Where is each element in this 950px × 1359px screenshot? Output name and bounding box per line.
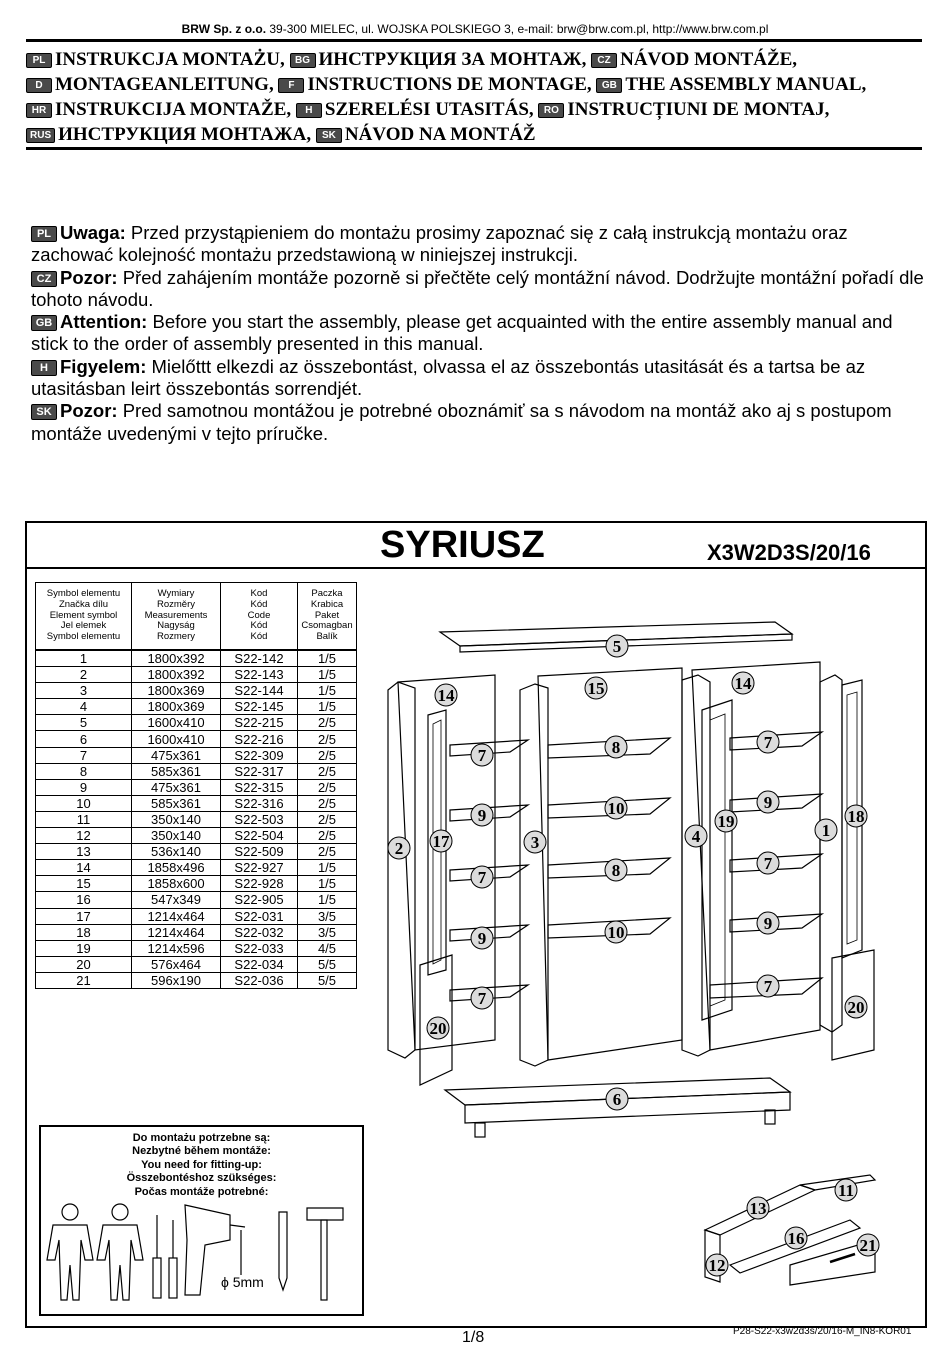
document-code: P28-S22-x3w2d3s/20/16-M_IN8-KOR01 <box>733 1326 912 1337</box>
part-symbol: 20 <box>36 956 132 972</box>
note-label: Uwaga: <box>60 222 126 243</box>
part-number-label: 4 <box>691 827 701 846</box>
title-line-1 <box>26 47 926 72</box>
part-package: 2/5 <box>298 779 357 795</box>
part-code: S22-031 <box>221 908 298 924</box>
part-package: 2/5 <box>298 763 357 779</box>
table-row <box>36 844 357 860</box>
part-measurement: 1800x392 <box>132 667 221 683</box>
part-symbol: 9 <box>36 779 132 795</box>
col-measurements-header <box>132 583 221 651</box>
note-cz <box>31 267 926 312</box>
table-row <box>36 828 357 844</box>
divider-right <box>682 675 710 1056</box>
part-number-label: 6 <box>612 1090 622 1109</box>
part-package: 1/5 <box>298 860 357 876</box>
col-code-header <box>221 583 298 651</box>
header-text: Wymiary Rozměry Measurements Nagyság Rozmery <box>144 588 208 643</box>
part-package: 1/5 <box>298 683 357 699</box>
part-package: 1/5 <box>298 892 357 908</box>
part-code: S22-503 <box>221 811 298 827</box>
tools-heading-line: Do montażu potrzebne są: <box>132 1132 271 1144</box>
part-symbol: 6 <box>36 731 132 747</box>
part-measurement: 475x361 <box>132 747 221 763</box>
part-measurement: 1214x596 <box>132 940 221 956</box>
part-measurement: 1800x369 <box>132 683 221 699</box>
note-text: Mielőttt elkezdi az összebontást, olvassa el az összebontás utasitását és a tartsa be az utasitásban leirt összebontás sorrendjét. <box>31 355 866 400</box>
note-pl <box>31 222 926 267</box>
part-symbol: 14 <box>36 860 132 876</box>
title-text: NÁVOD NA MONTÁŽ <box>344 124 536 145</box>
part-measurement: 536x140 <box>132 844 221 860</box>
part-measurement: 547x349 <box>132 892 221 908</box>
part-symbol: 1 <box>36 650 132 667</box>
part-symbol: 15 <box>36 876 132 892</box>
part-measurement: 1214x464 <box>132 908 221 924</box>
part-code: S22-216 <box>221 731 298 747</box>
part-number-label: 14 <box>734 674 752 693</box>
header-text: Symbol elementu Značka dílu Element symbol Jel elemek Symbol elementu <box>46 588 121 643</box>
part-package: 2/5 <box>298 844 357 860</box>
parts-table-body <box>36 650 357 988</box>
part-measurement: 1600x410 <box>132 715 221 731</box>
tools-heading-line: Összebontéshoz szükséges: <box>126 1172 277 1185</box>
lang-tag: RUS <box>26 128 55 143</box>
lang-tag: H <box>296 103 322 118</box>
lang-tag: GB <box>31 315 57 331</box>
title-text: SZERELÉSI UTASITÁS, <box>324 99 534 120</box>
title-line-4 <box>26 122 926 147</box>
tools-heading-line: You need for fitting-up: <box>141 1158 262 1171</box>
table-row <box>36 876 357 892</box>
manual-titles <box>26 47 926 147</box>
part-number-label: 10 <box>607 799 625 818</box>
table-row <box>36 860 357 876</box>
drawer-part-number-label: 21 <box>859 1236 877 1255</box>
parts-table-header <box>36 583 357 651</box>
lang-tag: H <box>31 360 57 376</box>
table-row <box>36 683 357 699</box>
note-label: Attention: <box>60 311 148 333</box>
note-gb <box>31 311 926 356</box>
part-number-label: 9 <box>763 914 773 933</box>
part-symbol: 16 <box>36 892 132 908</box>
part-code: S22-034 <box>221 956 298 972</box>
part-symbol: 10 <box>36 795 132 811</box>
lang-tag: PL <box>31 226 57 242</box>
col-package-header <box>298 583 357 651</box>
part-number-label: 20 <box>429 1019 447 1038</box>
part-symbol: 11 <box>36 811 132 827</box>
part-symbol: 8 <box>36 763 132 779</box>
note-label: Pozor: <box>60 400 118 422</box>
parts-table <box>35 582 357 989</box>
part-package: 3/5 <box>298 924 357 940</box>
part-package: 2/5 <box>298 811 357 827</box>
part-code: S22-143 <box>221 667 298 683</box>
back-panel-right <box>692 662 820 1050</box>
part-measurement: 585x361 <box>132 763 221 779</box>
page-number: 1/8 <box>462 1329 485 1346</box>
part-symbol: 17 <box>36 908 132 924</box>
frame-divider <box>27 567 925 569</box>
part-measurement: 1600x410 <box>132 731 221 747</box>
part-package: 4/5 <box>298 940 357 956</box>
part-package: 2/5 <box>298 747 357 763</box>
part-symbol: 13 <box>36 844 132 860</box>
part-code: S22-033 <box>221 940 298 956</box>
product-name: SYRIUSZ <box>380 524 545 566</box>
lang-tag: F <box>278 78 304 93</box>
part-number-label: 7 <box>477 868 487 887</box>
part-code: S22-036 <box>221 972 298 988</box>
part-package: 1/5 <box>298 667 357 683</box>
part-symbol: 7 <box>36 747 132 763</box>
lang-tag: RO <box>538 103 564 118</box>
note-text: Před zahájením montáže pozorně si přečtěte celý montážní návod. Dodržujte montážní pořadí dle tohoto návodu. <box>31 266 924 310</box>
part-number-label: 7 <box>477 989 487 1008</box>
table-row <box>36 811 357 827</box>
table-row <box>36 940 357 956</box>
part-number-label: 7 <box>477 746 487 765</box>
part-labels <box>388 635 867 1110</box>
lang-tag: SK <box>31 404 57 420</box>
product-code: X3W2D3S/20/16 <box>707 540 871 565</box>
title-text: INSTRUKCIJA MONTAŽE, <box>55 99 292 120</box>
drawer-part-number-label: 13 <box>749 1199 767 1218</box>
part-number-label: 9 <box>477 806 487 825</box>
title-text: THE ASSEMBLY MANUAL, <box>625 74 867 95</box>
part-package: 3/5 <box>298 908 357 924</box>
table-row <box>36 650 357 667</box>
part-code: S22-927 <box>221 860 298 876</box>
assembly-notes <box>31 222 926 445</box>
part-package: 2/5 <box>298 828 357 844</box>
title-line-3 <box>26 97 926 122</box>
note-sk <box>31 400 926 445</box>
part-code: S22-315 <box>221 779 298 795</box>
part-number-label: 19 <box>717 812 735 831</box>
part-code: S22-905 <box>221 892 298 908</box>
part-package: 2/5 <box>298 795 357 811</box>
lang-tag: GB <box>596 78 622 93</box>
person-icon <box>47 1204 93 1300</box>
part-code: S22-144 <box>221 683 298 699</box>
part-number-label: 8 <box>611 861 621 880</box>
table-row <box>36 972 357 988</box>
part-number-label: 1 <box>821 821 831 840</box>
part-measurement: 1800x392 <box>132 650 221 667</box>
table-row <box>36 731 357 747</box>
part-measurement: 1214x464 <box>132 924 221 940</box>
lang-tag: CZ <box>31 271 57 287</box>
part-code: S22-928 <box>221 876 298 892</box>
part-measurement: 475x361 <box>132 779 221 795</box>
part-measurement: 585x361 <box>132 795 221 811</box>
part-code: S22-142 <box>221 650 298 667</box>
part-symbol: 21 <box>36 972 132 988</box>
title-text: ИНСТРУКЦИЯ МОНТАЖА, <box>58 124 312 145</box>
part-number-label: 18 <box>847 807 865 826</box>
person-icon <box>97 1204 143 1300</box>
title-text: ИНСТРУКЦИЯ ЗА МОНТАЖ, <box>318 49 587 70</box>
table-row <box>36 908 357 924</box>
drawer-drawing <box>690 1170 890 1290</box>
hammer-icon <box>307 1208 343 1300</box>
part-measurement: 1858x496 <box>132 860 221 876</box>
drawer-part-labels <box>706 1179 879 1276</box>
note-h <box>31 356 926 401</box>
drawer-part-number-label: 12 <box>708 1256 726 1275</box>
title-line-2 <box>26 72 926 97</box>
part-symbol: 12 <box>36 828 132 844</box>
table-row <box>36 763 357 779</box>
part-code: S22-509 <box>221 844 298 860</box>
lang-tag: SK <box>316 128 342 143</box>
lang-tag: BG <box>290 53 316 68</box>
part-package: 5/5 <box>298 956 357 972</box>
table-row <box>36 924 357 940</box>
tools-illustration <box>45 1200 350 1305</box>
part-symbol: 2 <box>36 667 132 683</box>
part-number-label: 7 <box>763 854 773 873</box>
part-symbol: 19 <box>36 940 132 956</box>
header-rule-bottom <box>26 147 922 150</box>
part-measurement: 596x190 <box>132 972 221 988</box>
header-rule <box>26 39 922 42</box>
title-text: INSTRUCȚIUNI DE MONTAJ, <box>567 99 830 120</box>
divider-left <box>520 684 548 1066</box>
part-code: S22-145 <box>221 699 298 715</box>
part-code: S22-504 <box>221 828 298 844</box>
table-row <box>36 892 357 908</box>
part-number-label: 5 <box>612 637 622 656</box>
part-number-label: 10 <box>607 923 625 942</box>
title-text: INSTRUKCJA MONTAŻU, <box>55 49 285 70</box>
company-info: BRW Sp. z o.o. 39-300 MIELEC, ul. WOJSKA POLSKIEGO 3, e-mail: brw@brw.com.pl, http://www.brw.com.pl <box>181 22 769 36</box>
part-measurement: 350x140 <box>132 828 221 844</box>
part-code: S22-215 <box>221 715 298 731</box>
table-row <box>36 699 357 715</box>
table-row <box>36 795 357 811</box>
foot <box>475 1123 485 1137</box>
part-number-label: 15 <box>587 679 605 698</box>
part-package: 5/5 <box>298 972 357 988</box>
screwdriver-flat-icon <box>169 1220 177 1298</box>
table-row <box>36 667 357 683</box>
part-symbol: 18 <box>36 924 132 940</box>
part-code: S22-309 <box>221 747 298 763</box>
table-row <box>36 715 357 731</box>
foot <box>765 1110 775 1124</box>
part-code: S22-316 <box>221 795 298 811</box>
lang-tag: PL <box>26 53 52 68</box>
title-text: MONTAGEANLEITUNG, <box>55 74 274 95</box>
header-text: Paczka Krabica Paket Csomagban Balík <box>301 588 353 643</box>
pencil-icon <box>279 1212 287 1290</box>
part-code: S22-317 <box>221 763 298 779</box>
lang-tag: D <box>26 78 52 93</box>
part-measurement: 576x464 <box>132 956 221 972</box>
drawer-part-number-label: 16 <box>787 1229 805 1248</box>
col-symbol-header <box>36 583 132 651</box>
part-number-label: 2 <box>394 839 404 858</box>
tools-heading-line: Nezbytné během montáže: <box>132 1145 271 1158</box>
part-measurement: 1800x369 <box>132 699 221 715</box>
part-package: 1/5 <box>298 876 357 892</box>
table-row <box>36 956 357 972</box>
drawer-part-number-label: 11 <box>837 1181 855 1200</box>
part-number-label: 20 <box>847 998 865 1017</box>
table-row <box>36 779 357 795</box>
note-text: Przed przystąpieniem do montażu prosimy zapoznać się z całą instrukcją montażu oraz zachować kolejność montażu przedstawioną w niniejszej instrukcji. <box>31 222 848 266</box>
note-text: Before you start the assembly, please get acquainted with the entire assembly manual and stick to the order of assembly presented in this manual. <box>31 311 893 355</box>
screwdriver-phillips-icon <box>153 1215 161 1298</box>
lang-tag: CZ <box>591 53 617 68</box>
part-package: 2/5 <box>298 715 357 731</box>
note-label: Pozor: <box>60 266 118 288</box>
tools-heading-line: Počas montáže potrebné: <box>134 1185 269 1198</box>
part-symbol: 3 <box>36 683 132 699</box>
part-number-label: 14 <box>437 686 455 705</box>
title-text: INSTRUCTIONS DE MONTAGE, <box>307 74 592 95</box>
part-number-label: 9 <box>763 793 773 812</box>
table-row <box>36 747 357 763</box>
lang-tag: HR <box>26 103 52 118</box>
part-package: 1/5 <box>298 699 357 715</box>
part-symbol: 4 <box>36 699 132 715</box>
title-text: NÁVOD MONTÁŽE, <box>620 49 798 70</box>
drill-bit-size: ϕ 5mm <box>221 1274 264 1290</box>
header-text: Kod Kód Code Kód Kód <box>247 588 271 643</box>
part-number-label: 3 <box>530 833 540 852</box>
part-number-label: 8 <box>611 738 621 757</box>
part-measurement: 350x140 <box>132 811 221 827</box>
tools-heading <box>41 1132 362 1199</box>
note-text: Pred samotnou montážou je potrebné oboznámiť sa s návodom na montáž ako aj s postupom montáže uvedenými v tejto príručke. <box>31 400 892 444</box>
part-number-label: 17 <box>432 832 450 851</box>
part-package: 1/5 <box>298 650 357 667</box>
assembly-drawing <box>380 620 900 1140</box>
side-panel-left <box>388 682 415 1058</box>
part-package: 2/5 <box>298 731 357 747</box>
part-number-label: 7 <box>763 977 773 996</box>
part-measurement: 1858x600 <box>132 876 221 892</box>
part-number-label: 7 <box>763 733 773 752</box>
part-number-label: 9 <box>477 929 487 948</box>
note-label: Figyelem: <box>60 355 147 377</box>
part-code: S22-032 <box>221 924 298 940</box>
part-symbol: 5 <box>36 715 132 731</box>
